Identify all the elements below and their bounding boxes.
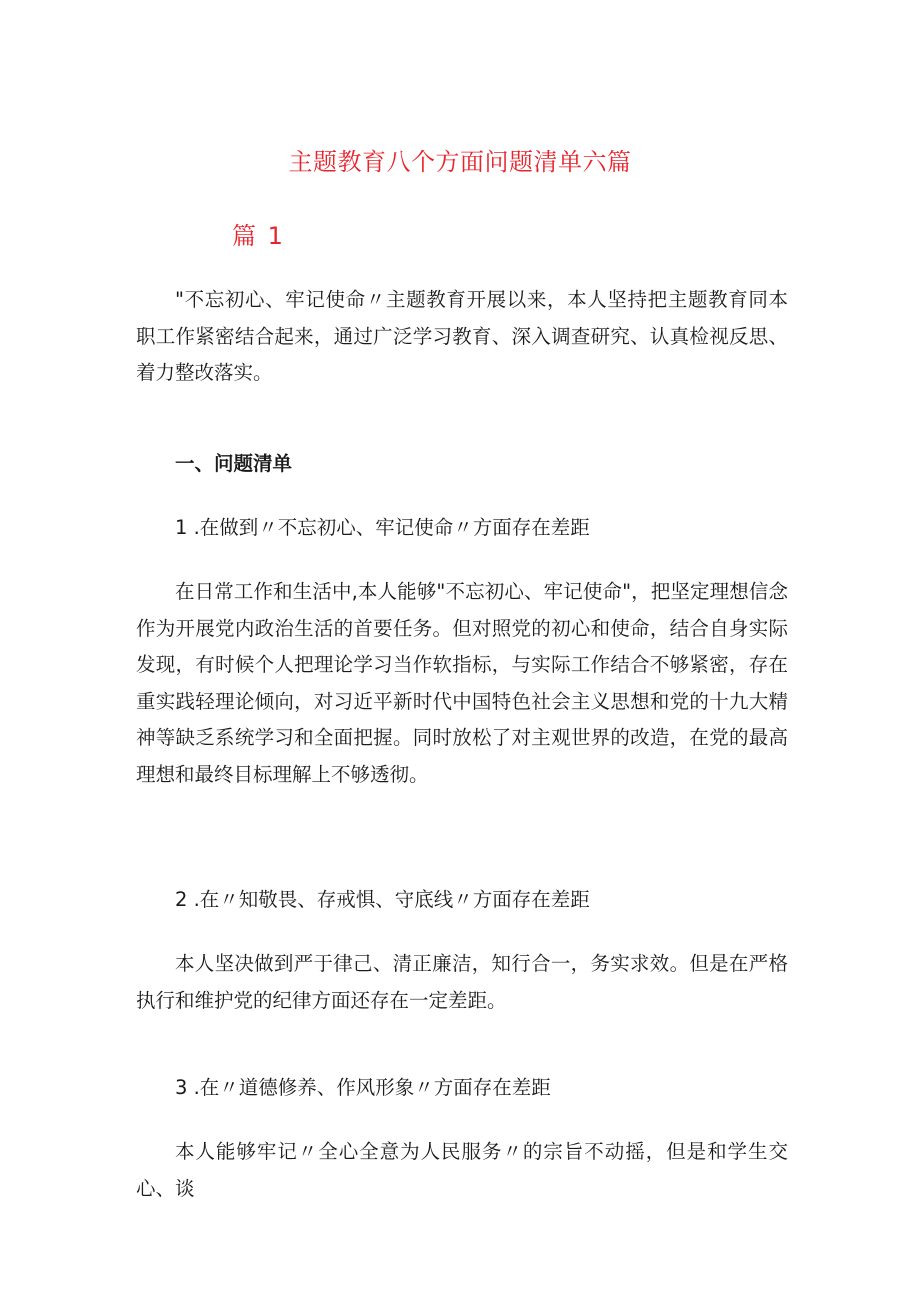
item-2-title: 2 .在〃知敬畏、存戒惧、守底线〃方面存在差距 (175, 888, 590, 911)
item-3-body: 本人能够牢记〃全心全意为人民服务〃的宗旨不动摇，但是和学生交心、谈 (136, 1140, 788, 1200)
item-2-body: 本人坚决做到严于律己、清正廉洁，知行合一，务实求效。但是在严格执行和维护党的纪律方面还存在一定差距。 (136, 952, 788, 1012)
section-heading-issues: 一、问题清单 (175, 452, 293, 475)
item-1-title: 1 .在做到〃不忘初心、牢记使命〃方面存在差距 (175, 516, 590, 539)
intro-paragraph: "不忘初心、牢记使命〃主题教育开展以来，本人坚持把主题教育同本职工作紧密结合起来，通过广泛学习教育、深入调查研究、认真检视反思、着力整改落实。 (136, 288, 788, 384)
item-3-title: 3 .在〃道德修养、作风形象〃方面存在差距 (175, 1076, 551, 1099)
section-label: 篇 1 (232, 222, 285, 250)
item-1-body: 在日常工作和生活中,本人能够"不忘初心、牢记使命"，把坚定理想信念作为开展党内政治生活的首要任务。但对照党的初心和使命，结合自身实际发现，有时候个人把理论学习当作软指标，与实际工作结合不够紧密，存在重实践轻理论倾向，对习近平新时代中国特色社会主义思想和党的十九大精神等缺乏系统学习和全面把握。同时放松了对主观世界的改造，在党的最高理想和最终目标理解上不够透彻。 (136, 580, 788, 786)
document-title: 主题教育八个方面问题清单六篇 (288, 148, 632, 176)
